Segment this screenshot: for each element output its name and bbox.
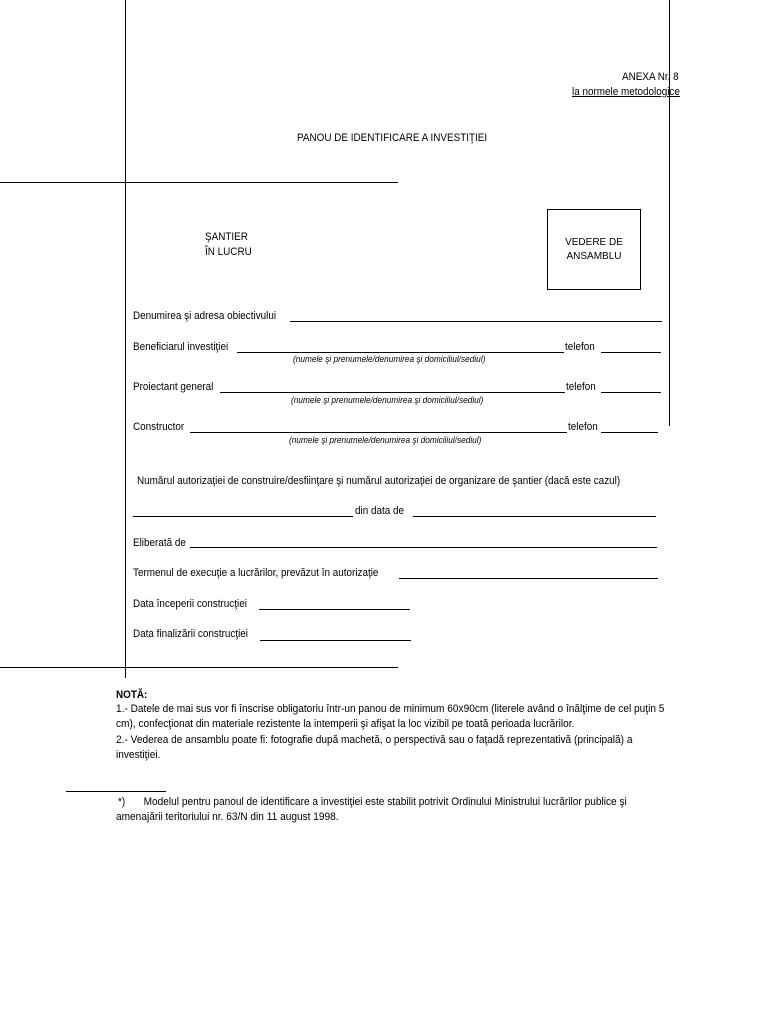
annex-reference: la normele metodologice xyxy=(572,86,680,98)
din-data-label: din data de xyxy=(355,505,404,517)
field-input-proiectant[interactable] xyxy=(220,392,565,393)
overview-label-line1: VEDERE DE xyxy=(565,237,623,248)
eliberata-label: Eliberată de xyxy=(133,537,186,549)
data-incepere-input[interactable] xyxy=(259,609,410,610)
field-input-beneficiar[interactable] xyxy=(237,352,564,353)
data-incepere-label: Data începerii construcţiei xyxy=(133,598,247,610)
note-item-1: 1.- Datele de mai sus vor fi înscrise obligatoriu într-un panou de minimum 60x90cm (literele având o înălţime de cel puţin 5 cm), confecţionat din materiale rezistente la intemperii şi afişat la loc vizibil pe toată perioada lucrărilor. xyxy=(116,703,665,730)
din-data-input[interactable] xyxy=(413,516,656,517)
frame-left-border xyxy=(125,0,126,678)
hint-beneficiar: (numele şi prenumele/denumirea şi domiciliul/sediul) xyxy=(293,354,486,364)
telefon-label-constructor: telefon xyxy=(568,421,598,433)
data-finalizare-label: Data finalizării construcţiei xyxy=(133,628,249,640)
page-title: PANOU DE IDENTIFICARE A INVESTIŢIEI xyxy=(297,132,488,144)
santier-label-line2: ÎN LUCRU xyxy=(205,246,252,258)
annex-number: ANEXA Nr. 8 xyxy=(622,71,679,83)
field-input-constructor[interactable] xyxy=(190,432,567,433)
authorization-number-input[interactable] xyxy=(133,516,353,517)
termen-label: Termenul de execuţie a lucrărilor, prevăzut în autorizaţie xyxy=(133,567,379,579)
field-label-constructor: Constructor xyxy=(133,421,185,433)
field-label-denumirea: Denumirea şi adresa obiectivului xyxy=(133,310,277,322)
eliberata-input[interactable] xyxy=(190,547,657,548)
footnote-text: Modelul pentru panoul de identificare a investiţiei este stabilit potrivit Ordinului Ministrului lucrărilor publice şi amenajării teritoriului nr. 63/N din 11 august 1998. xyxy=(116,796,627,823)
telefon-input-proiectant[interactable] xyxy=(601,392,661,393)
field-label-beneficiar: Beneficiarul investiţiei xyxy=(133,341,229,353)
frame-top-rule xyxy=(0,182,398,183)
footnote-marker: *) xyxy=(118,796,126,808)
frame-bottom-rule xyxy=(0,667,398,668)
overview-label-line2: ANSAMBLU xyxy=(566,251,622,262)
hint-proiectant: (numele şi prenumele/denumirea şi domiciliul/sediul) xyxy=(291,395,484,405)
footnote-separator xyxy=(66,791,166,792)
telefon-label-beneficiar: telefon xyxy=(565,341,595,353)
data-finalizare-input[interactable] xyxy=(260,640,411,641)
telefon-input-beneficiar[interactable] xyxy=(601,352,661,353)
field-label-proiectant: Proiectant general xyxy=(133,381,214,393)
note-heading: NOTĂ: xyxy=(116,689,148,701)
field-input-denumirea[interactable] xyxy=(290,321,662,322)
note-item-2: 2.- Vederea de ansamblu poate fi: fotografie după machetă, o perspectivă sau o faţadă reprezentativă (principală) a investiţiei. xyxy=(116,734,633,761)
termen-input[interactable] xyxy=(399,578,658,579)
frame-right-border xyxy=(669,0,670,426)
authorization-heading: Numărul autorizaţiei de construire/desfiinţare şi numărul autorizaţiei de organizare de şantier (dacă este cazul) xyxy=(137,475,621,487)
overview-photo-box xyxy=(547,209,641,290)
santier-label-line1: ŞANTIER xyxy=(205,231,248,243)
telefon-input-constructor[interactable] xyxy=(601,432,658,433)
telefon-label-proiectant: telefon xyxy=(566,381,596,393)
hint-constructor: (numele şi prenumele/denumirea şi domiciliul/sediul) xyxy=(289,435,482,445)
